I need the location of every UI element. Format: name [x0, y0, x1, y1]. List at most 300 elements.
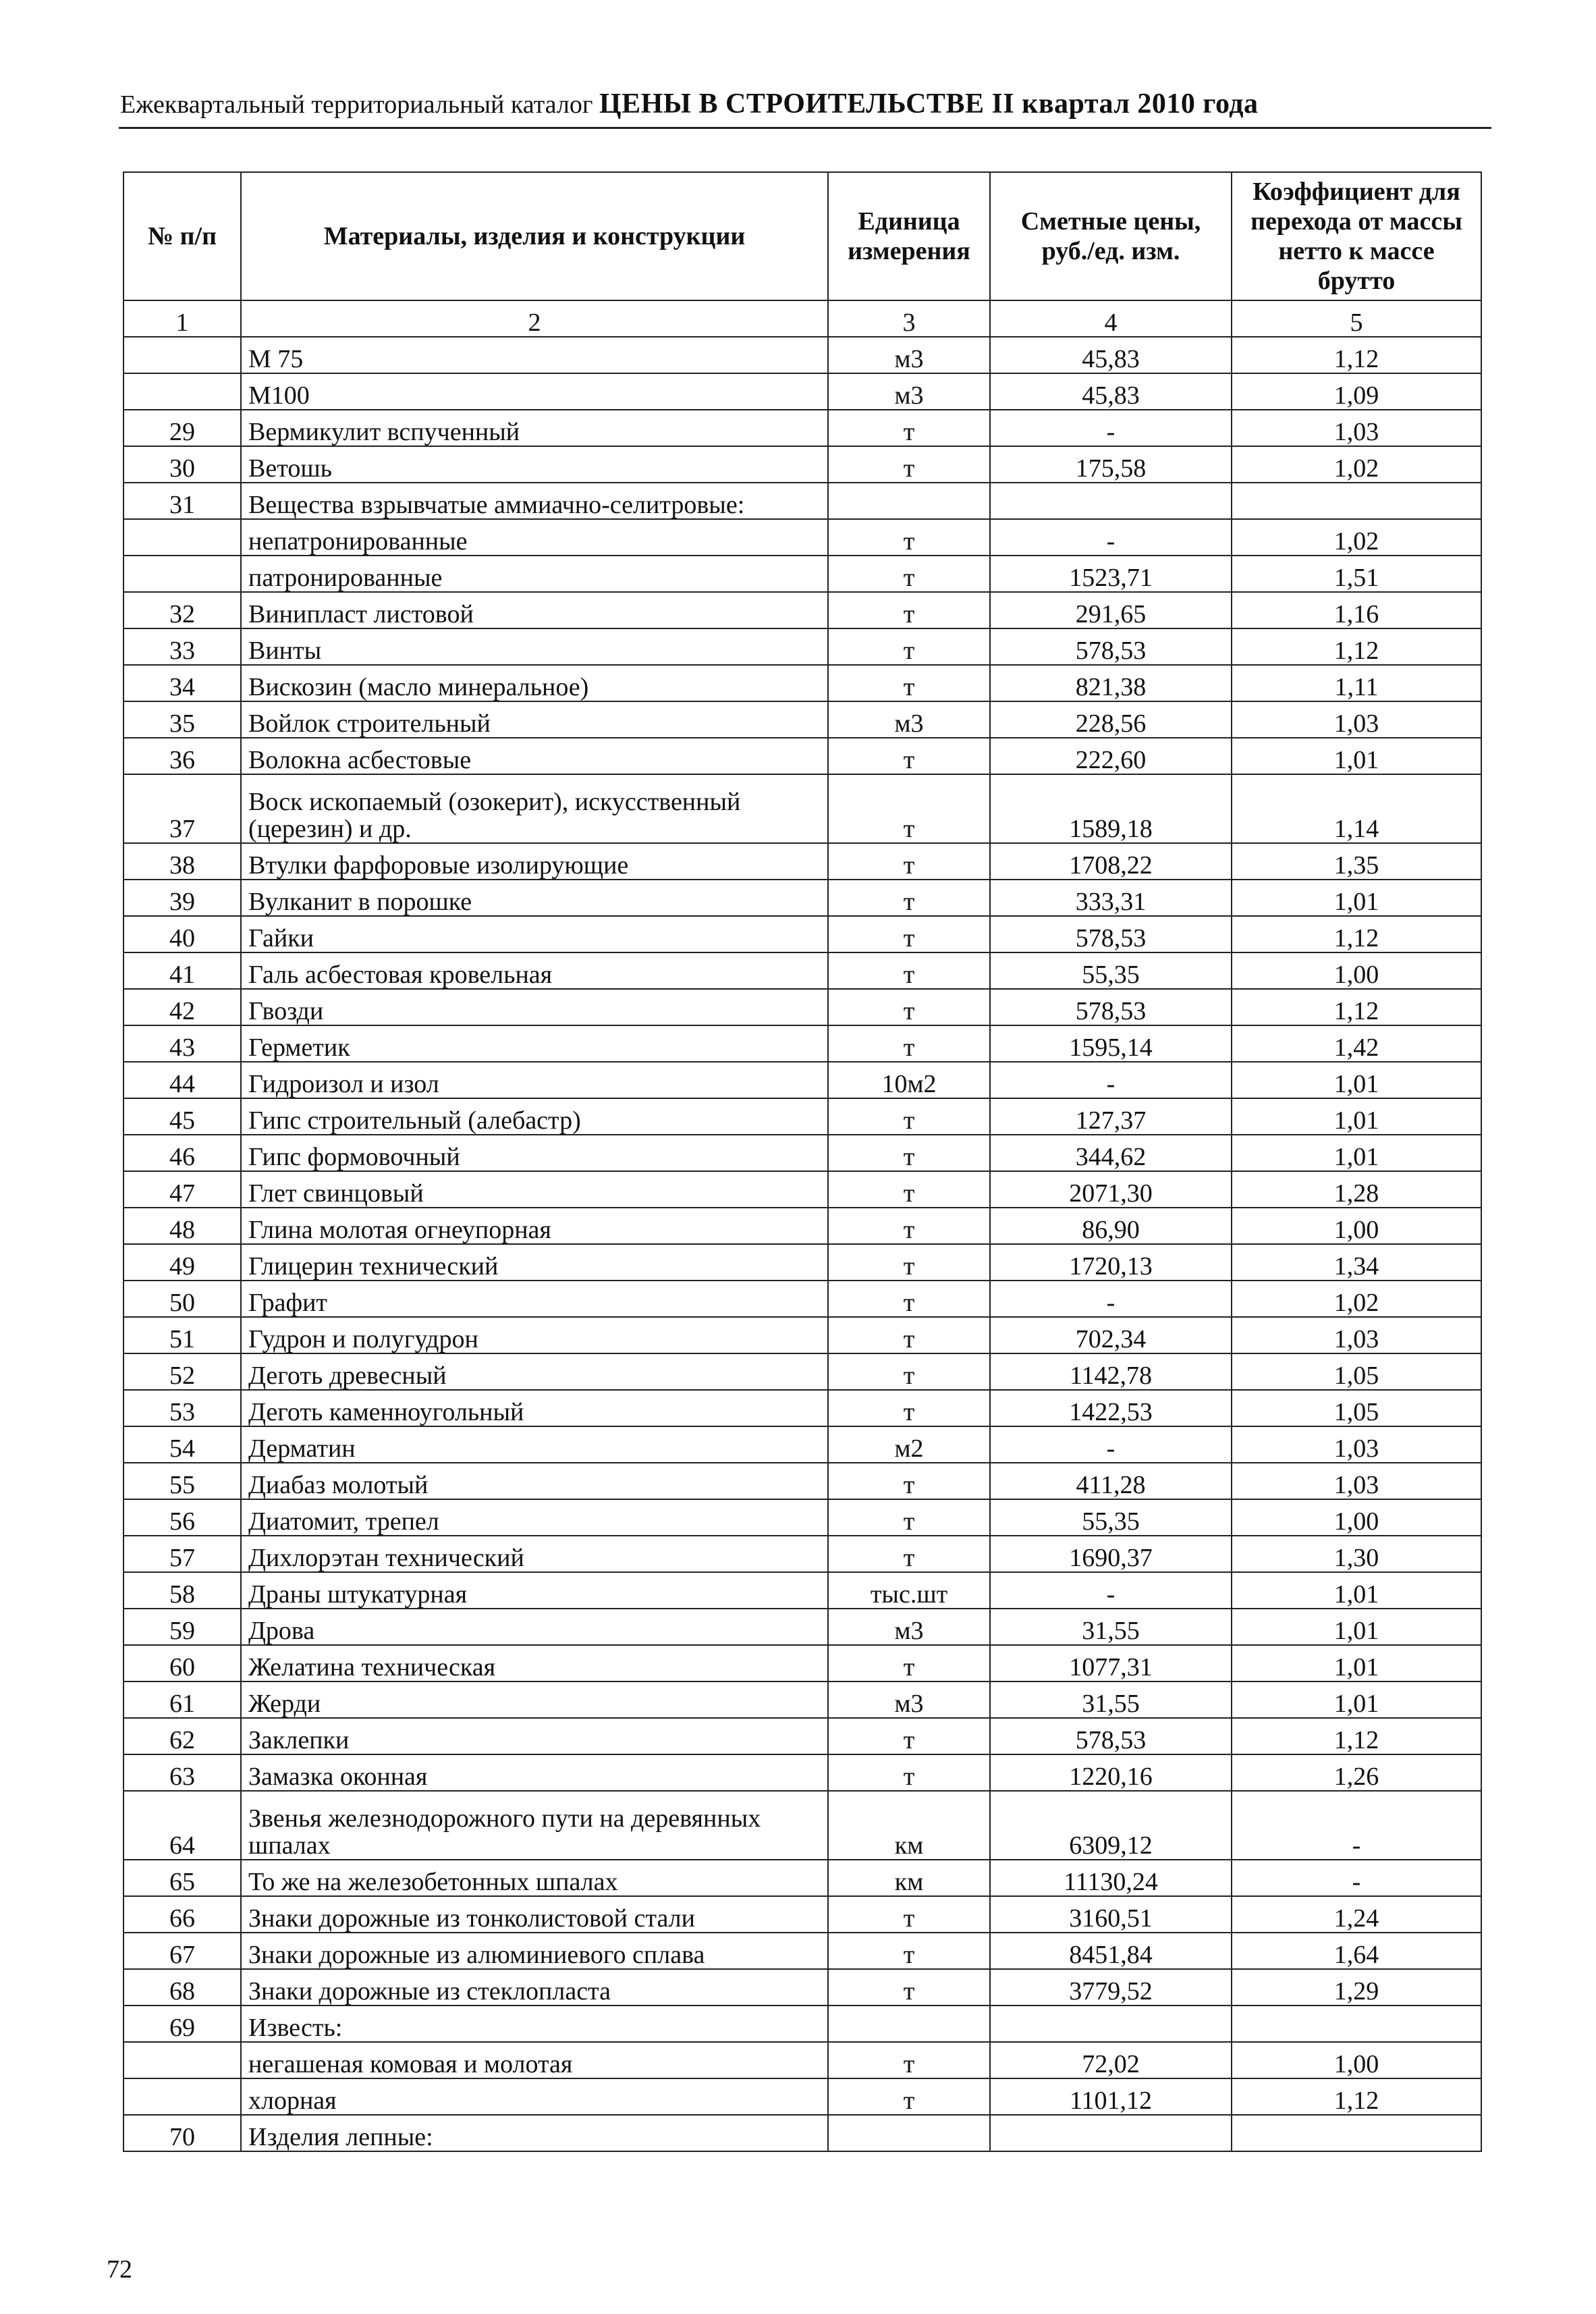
unit-of-measure: т — [828, 1896, 990, 1933]
material-name: Глет свинцовый — [241, 1171, 828, 1208]
row-number: 53 — [123, 1390, 241, 1426]
table-row — [123, 1098, 1481, 1135]
estimated-price: 1690,37 — [990, 1536, 1232, 1572]
table-row — [123, 1390, 1481, 1426]
material-name: Знаки дорожные из алюминиевого сплава — [241, 1933, 828, 1969]
net-to-gross-coefficient: 1,00 — [1232, 1499, 1481, 1536]
unit-of-measure: т — [828, 1281, 990, 1317]
estimated-price: 578,53 — [990, 916, 1232, 952]
unit-of-measure: т — [828, 556, 990, 592]
material-name: Гудрон и полугудрон — [241, 1317, 828, 1353]
header-name: Материалы, изделия и конструкции — [241, 172, 828, 300]
table-header-row — [123, 172, 1481, 300]
table-row — [123, 1135, 1481, 1171]
unit-of-measure: м3 — [828, 1609, 990, 1645]
estimated-price: 578,53 — [990, 1718, 1232, 1754]
colnum: 4 — [990, 300, 1232, 337]
unit-of-measure: тыс.шт — [828, 1572, 990, 1609]
unit-of-measure: т — [828, 446, 990, 483]
row-number: 48 — [123, 1208, 241, 1244]
net-to-gross-coefficient: 1,05 — [1232, 1390, 1481, 1426]
unit-of-measure: т — [828, 1463, 990, 1499]
net-to-gross-coefficient: 1,12 — [1232, 2078, 1481, 2115]
row-number: 59 — [123, 1609, 241, 1645]
material-name: Желатина техническая — [241, 1645, 828, 1681]
estimated-price: - — [990, 1281, 1232, 1317]
net-to-gross-coefficient: 1,26 — [1232, 1754, 1481, 1791]
table-row — [123, 1572, 1481, 1609]
material-name: Диабаз молотый — [241, 1463, 828, 1499]
net-to-gross-coefficient: 1,01 — [1232, 880, 1481, 916]
table-row — [123, 1718, 1481, 1754]
material-name: Изделия лепные: — [241, 2115, 828, 2151]
table-row — [123, 1681, 1481, 1718]
unit-of-measure: т — [828, 1645, 990, 1681]
material-name: Втулки фарфоровые изолирующие — [241, 843, 828, 880]
row-number: 68 — [123, 1969, 241, 2006]
table-row — [123, 1754, 1481, 1791]
unit-of-measure: т — [828, 1390, 990, 1426]
net-to-gross-coefficient: 1,01 — [1232, 1609, 1481, 1645]
estimated-price: - — [990, 1062, 1232, 1098]
net-to-gross-coefficient: 1,01 — [1232, 1681, 1481, 1718]
unit-of-measure: т — [828, 1171, 990, 1208]
net-to-gross-coefficient: 1,14 — [1232, 774, 1481, 843]
row-number — [123, 337, 241, 373]
material-name: Замазка оконная — [241, 1754, 828, 1791]
net-to-gross-coefficient: 1,11 — [1232, 665, 1481, 701]
material-name: Гайки — [241, 916, 828, 952]
unit-of-measure — [828, 2006, 990, 2042]
table-row — [123, 1353, 1481, 1390]
estimated-price: 344,62 — [990, 1135, 1232, 1171]
table-row — [123, 519, 1481, 556]
unit-of-measure: т — [828, 989, 990, 1025]
estimated-price: 3160,51 — [990, 1896, 1232, 1933]
header-price: Сметные цены, руб./ед. изм. — [990, 172, 1232, 300]
estimated-price: - — [990, 1426, 1232, 1463]
net-to-gross-coefficient: 1,01 — [1232, 738, 1481, 774]
unit-of-measure: т — [828, 1933, 990, 1969]
table-row — [123, 1317, 1481, 1353]
table-row — [123, 1791, 1481, 1860]
row-number — [123, 556, 241, 592]
unit-of-measure: м3 — [828, 701, 990, 738]
table-row — [123, 1281, 1481, 1317]
estimated-price: 1142,78 — [990, 1353, 1232, 1390]
net-to-gross-coefficient: 1,01 — [1232, 1572, 1481, 1609]
net-to-gross-coefficient: 1,12 — [1232, 337, 1481, 373]
row-number: 44 — [123, 1062, 241, 1098]
unit-of-measure: т — [828, 1317, 990, 1353]
material-name: Знаки дорожные из тонколистовой стали — [241, 1896, 828, 1933]
header-rule — [119, 127, 1491, 129]
table-row — [123, 1645, 1481, 1681]
estimated-price: 1220,16 — [990, 1754, 1232, 1791]
net-to-gross-coefficient: 1,12 — [1232, 916, 1481, 952]
row-number: 51 — [123, 1317, 241, 1353]
net-to-gross-coefficient: 1,02 — [1232, 519, 1481, 556]
row-number: 31 — [123, 483, 241, 519]
net-to-gross-coefficient: - — [1232, 1860, 1481, 1896]
row-number: 33 — [123, 628, 241, 665]
net-to-gross-coefficient: 1,35 — [1232, 843, 1481, 880]
unit-of-measure: т — [828, 880, 990, 916]
material-name: Войлок строительный — [241, 701, 828, 738]
material-name: Вермикулит вспученный — [241, 410, 828, 446]
unit-of-measure: м3 — [828, 337, 990, 373]
material-name: Воск ископаемый (озокерит), искусственный (церезин) и др. — [241, 774, 828, 843]
unit-of-measure: т — [828, 1718, 990, 1754]
estimated-price: 1720,13 — [990, 1244, 1232, 1281]
net-to-gross-coefficient: 1,03 — [1232, 1463, 1481, 1499]
material-name: негашеная комовая и молотая — [241, 2042, 828, 2078]
page-number: 72 — [107, 2255, 132, 2284]
table-row — [123, 1426, 1481, 1463]
unit-of-measure: т — [828, 1499, 990, 1536]
net-to-gross-coefficient: 1,03 — [1232, 410, 1481, 446]
estimated-price: 6309,12 — [990, 1791, 1232, 1860]
header-title: ЦЕНЫ В СТРОИТЕЛЬСТВЕ II квартал 2010 года — [599, 88, 1259, 119]
net-to-gross-coefficient: 1,24 — [1232, 1896, 1481, 1933]
net-to-gross-coefficient — [1232, 2115, 1481, 2151]
table-row — [123, 843, 1481, 880]
material-name: Знаки дорожные из стеклопласта — [241, 1969, 828, 2006]
estimated-price: 1523,71 — [990, 556, 1232, 592]
table-row — [123, 2078, 1481, 2115]
row-number: 60 — [123, 1645, 241, 1681]
row-number: 61 — [123, 1681, 241, 1718]
unit-of-measure: т — [828, 2042, 990, 2078]
estimated-price: 1708,22 — [990, 843, 1232, 880]
table-row — [123, 483, 1481, 519]
row-number: 57 — [123, 1536, 241, 1572]
row-number: 46 — [123, 1135, 241, 1171]
material-name: М100 — [241, 373, 828, 410]
colnum: 2 — [241, 300, 828, 337]
row-number: 35 — [123, 701, 241, 738]
material-name: Ветошь — [241, 446, 828, 483]
row-number: 49 — [123, 1244, 241, 1281]
unit-of-measure: км — [828, 1791, 990, 1860]
table-row — [123, 1499, 1481, 1536]
table-row — [123, 1609, 1481, 1645]
estimated-price: 578,53 — [990, 628, 1232, 665]
unit-of-measure: 10м2 — [828, 1062, 990, 1098]
table-row — [123, 446, 1481, 483]
material-name: Деготь каменноугольный — [241, 1390, 828, 1426]
estimated-price: 127,37 — [990, 1098, 1232, 1135]
unit-of-measure: т — [828, 1536, 990, 1572]
net-to-gross-coefficient: 1,12 — [1232, 628, 1481, 665]
row-number: 50 — [123, 1281, 241, 1317]
estimated-price: 55,35 — [990, 1499, 1232, 1536]
table-row — [123, 880, 1481, 916]
net-to-gross-coefficient: 1,02 — [1232, 446, 1481, 483]
material-name: Драны штукатурная — [241, 1572, 828, 1609]
table-row — [123, 337, 1481, 373]
unit-of-measure: т — [828, 843, 990, 880]
net-to-gross-coefficient: 1,01 — [1232, 1645, 1481, 1681]
estimated-price: 31,55 — [990, 1609, 1232, 1645]
estimated-price: 1595,14 — [990, 1025, 1232, 1062]
table-row — [123, 774, 1481, 843]
unit-of-measure: т — [828, 738, 990, 774]
material-name: Известь: — [241, 2006, 828, 2042]
unit-of-measure: м2 — [828, 1426, 990, 1463]
row-number: 62 — [123, 1718, 241, 1754]
net-to-gross-coefficient: 1,00 — [1232, 2042, 1481, 2078]
net-to-gross-coefficient: 1,01 — [1232, 1135, 1481, 1171]
table-row — [123, 1896, 1481, 1933]
net-to-gross-coefficient: 1,01 — [1232, 1098, 1481, 1135]
row-number: 64 — [123, 1791, 241, 1860]
material-name: Дихлорэтан технический — [241, 1536, 828, 1572]
material-name: То же на железобетонных шпалах — [241, 1860, 828, 1896]
row-number: 69 — [123, 2006, 241, 2042]
header-prefix: Ежеквартальный территориальный каталог — [120, 90, 593, 119]
table-row — [123, 1860, 1481, 1896]
row-number: 40 — [123, 916, 241, 952]
table-row — [123, 2115, 1481, 2151]
unit-of-measure — [828, 483, 990, 519]
material-name: Гвозди — [241, 989, 828, 1025]
unit-of-measure: м3 — [828, 1681, 990, 1718]
estimated-price: 8451,84 — [990, 1933, 1232, 1969]
unit-of-measure: км — [828, 1860, 990, 1896]
material-name: Волокна асбестовые — [241, 738, 828, 774]
column-number-row — [123, 300, 1481, 337]
row-number: 47 — [123, 1171, 241, 1208]
header-num: № п/п — [123, 172, 241, 300]
unit-of-measure: т — [828, 592, 990, 628]
material-name: Жерди — [241, 1681, 828, 1718]
table-row — [123, 738, 1481, 774]
net-to-gross-coefficient: 1,01 — [1232, 1062, 1481, 1098]
row-number: 36 — [123, 738, 241, 774]
estimated-price — [990, 2006, 1232, 2042]
row-number: 37 — [123, 774, 241, 843]
table-row — [123, 916, 1481, 952]
table-row — [123, 410, 1481, 446]
row-number: 34 — [123, 665, 241, 701]
row-number: 67 — [123, 1933, 241, 1969]
table-row — [123, 1933, 1481, 1969]
table-row — [123, 2042, 1481, 2078]
net-to-gross-coefficient: 1,03 — [1232, 1317, 1481, 1353]
estimated-price: 72,02 — [990, 2042, 1232, 2078]
row-number: 54 — [123, 1426, 241, 1463]
row-number: 63 — [123, 1754, 241, 1791]
material-name: Винты — [241, 628, 828, 665]
net-to-gross-coefficient: 1,29 — [1232, 1969, 1481, 2006]
row-number: 66 — [123, 1896, 241, 1933]
net-to-gross-coefficient: 1,12 — [1232, 1718, 1481, 1754]
estimated-price: 1422,53 — [990, 1390, 1232, 1426]
net-to-gross-coefficient: 1,02 — [1232, 1281, 1481, 1317]
table-row — [123, 373, 1481, 410]
table-row — [123, 665, 1481, 701]
table-row — [123, 592, 1481, 628]
estimated-price: 175,58 — [990, 446, 1232, 483]
net-to-gross-coefficient: 1,03 — [1232, 1426, 1481, 1463]
row-number: 32 — [123, 592, 241, 628]
net-to-gross-coefficient — [1232, 483, 1481, 519]
estimated-price: 11130,24 — [990, 1860, 1232, 1896]
row-number: 52 — [123, 1353, 241, 1390]
unit-of-measure: т — [828, 410, 990, 446]
table-row — [123, 1536, 1481, 1572]
table-row — [123, 701, 1481, 738]
unit-of-measure: т — [828, 916, 990, 952]
material-name: Вулканит в порошке — [241, 880, 828, 916]
estimated-price: 333,31 — [990, 880, 1232, 916]
unit-of-measure: м3 — [828, 373, 990, 410]
net-to-gross-coefficient: 1,00 — [1232, 1208, 1481, 1244]
estimated-price: 45,83 — [990, 337, 1232, 373]
estimated-price: 31,55 — [990, 1681, 1232, 1718]
table-row — [123, 1208, 1481, 1244]
row-number: 58 — [123, 1572, 241, 1609]
net-to-gross-coefficient: 1,28 — [1232, 1171, 1481, 1208]
running-header — [120, 88, 1490, 120]
material-name: патронированные — [241, 556, 828, 592]
net-to-gross-coefficient: 1,05 — [1232, 1353, 1481, 1390]
net-to-gross-coefficient: 1,30 — [1232, 1536, 1481, 1572]
unit-of-measure: т — [828, 1135, 990, 1171]
estimated-price: 2071,30 — [990, 1171, 1232, 1208]
material-name: Глина молотая огнеупорная — [241, 1208, 828, 1244]
price-table — [123, 171, 1482, 2152]
unit-of-measure: т — [828, 774, 990, 843]
unit-of-measure: т — [828, 2078, 990, 2115]
net-to-gross-coefficient — [1232, 2006, 1481, 2042]
estimated-price: 3779,52 — [990, 1969, 1232, 2006]
material-name: Гипс строительный (алебастр) — [241, 1098, 828, 1135]
net-to-gross-coefficient: - — [1232, 1791, 1481, 1860]
material-name: Деготь древесный — [241, 1353, 828, 1390]
estimated-price: 55,35 — [990, 952, 1232, 989]
unit-of-measure: т — [828, 665, 990, 701]
estimated-price: 222,60 — [990, 738, 1232, 774]
table-row — [123, 1463, 1481, 1499]
material-name: Графит — [241, 1281, 828, 1317]
net-to-gross-coefficient: 1,03 — [1232, 701, 1481, 738]
material-name: Винипласт листовой — [241, 592, 828, 628]
unit-of-measure: т — [828, 1098, 990, 1135]
material-name: Глицерин технический — [241, 1244, 828, 1281]
net-to-gross-coefficient: 1,34 — [1232, 1244, 1481, 1281]
row-number: 65 — [123, 1860, 241, 1896]
net-to-gross-coefficient: 1,12 — [1232, 989, 1481, 1025]
unit-of-measure: т — [828, 519, 990, 556]
table-row — [123, 1171, 1481, 1208]
table-row — [123, 952, 1481, 989]
unit-of-measure: т — [828, 1208, 990, 1244]
estimated-price: - — [990, 519, 1232, 556]
row-number: 56 — [123, 1499, 241, 1536]
estimated-price: 1101,12 — [990, 2078, 1232, 2115]
estimated-price: 702,34 — [990, 1317, 1232, 1353]
material-name: Дерматин — [241, 1426, 828, 1463]
unit-of-measure: т — [828, 1969, 990, 2006]
table-row — [123, 628, 1481, 665]
net-to-gross-coefficient: 1,16 — [1232, 592, 1481, 628]
table-row — [123, 1025, 1481, 1062]
estimated-price: - — [990, 1572, 1232, 1609]
row-number: 43 — [123, 1025, 241, 1062]
colnum: 3 — [828, 300, 990, 337]
row-number: 41 — [123, 952, 241, 989]
material-name: Заклепки — [241, 1718, 828, 1754]
unit-of-measure: т — [828, 1353, 990, 1390]
estimated-price: 411,28 — [990, 1463, 1232, 1499]
row-number — [123, 2042, 241, 2078]
material-name: Галь асбестовая кровельная — [241, 952, 828, 989]
estimated-price: 45,83 — [990, 373, 1232, 410]
estimated-price — [990, 2115, 1232, 2151]
estimated-price: 821,38 — [990, 665, 1232, 701]
table-row — [123, 1969, 1481, 2006]
net-to-gross-coefficient: 1,64 — [1232, 1933, 1481, 1969]
row-number: 70 — [123, 2115, 241, 2151]
row-number — [123, 373, 241, 410]
estimated-price: 291,65 — [990, 592, 1232, 628]
row-number: 45 — [123, 1098, 241, 1135]
estimated-price: 1077,31 — [990, 1645, 1232, 1681]
material-name: непатронированные — [241, 519, 828, 556]
colnum: 5 — [1232, 300, 1481, 337]
net-to-gross-coefficient: 1,42 — [1232, 1025, 1481, 1062]
material-name: Герметик — [241, 1025, 828, 1062]
row-number: 55 — [123, 1463, 241, 1499]
unit-of-measure: т — [828, 1025, 990, 1062]
row-number — [123, 519, 241, 556]
unit-of-measure: т — [828, 1754, 990, 1791]
row-number: 30 — [123, 446, 241, 483]
unit-of-measure: т — [828, 628, 990, 665]
material-name: М 75 — [241, 337, 828, 373]
header-coef: Коэффициент для перехода от массы нетто к массе брутто — [1232, 172, 1481, 300]
colnum: 1 — [123, 300, 241, 337]
row-number: 42 — [123, 989, 241, 1025]
estimated-price — [990, 483, 1232, 519]
table-row — [123, 2006, 1481, 2042]
unit-of-measure — [828, 2115, 990, 2151]
row-number: 38 — [123, 843, 241, 880]
estimated-price: - — [990, 410, 1232, 446]
material-name: Гипс формовочный — [241, 1135, 828, 1171]
table-row — [123, 1062, 1481, 1098]
table-row — [123, 989, 1481, 1025]
estimated-price: 1589,18 — [990, 774, 1232, 843]
row-number: 29 — [123, 410, 241, 446]
material-name: Вискозин (масло минеральное) — [241, 665, 828, 701]
estimated-price: 578,53 — [990, 989, 1232, 1025]
estimated-price: 228,56 — [990, 701, 1232, 738]
unit-of-measure: т — [828, 952, 990, 989]
estimated-price: 86,90 — [990, 1208, 1232, 1244]
header-unit: Единица измерения — [828, 172, 990, 300]
table-row — [123, 556, 1481, 592]
row-number: 39 — [123, 880, 241, 916]
net-to-gross-coefficient: 1,09 — [1232, 373, 1481, 410]
net-to-gross-coefficient: 1,51 — [1232, 556, 1481, 592]
row-number — [123, 2078, 241, 2115]
material-name: Гидроизол и изол — [241, 1062, 828, 1098]
material-name: Диатомит, трепел — [241, 1499, 828, 1536]
unit-of-measure: т — [828, 1244, 990, 1281]
